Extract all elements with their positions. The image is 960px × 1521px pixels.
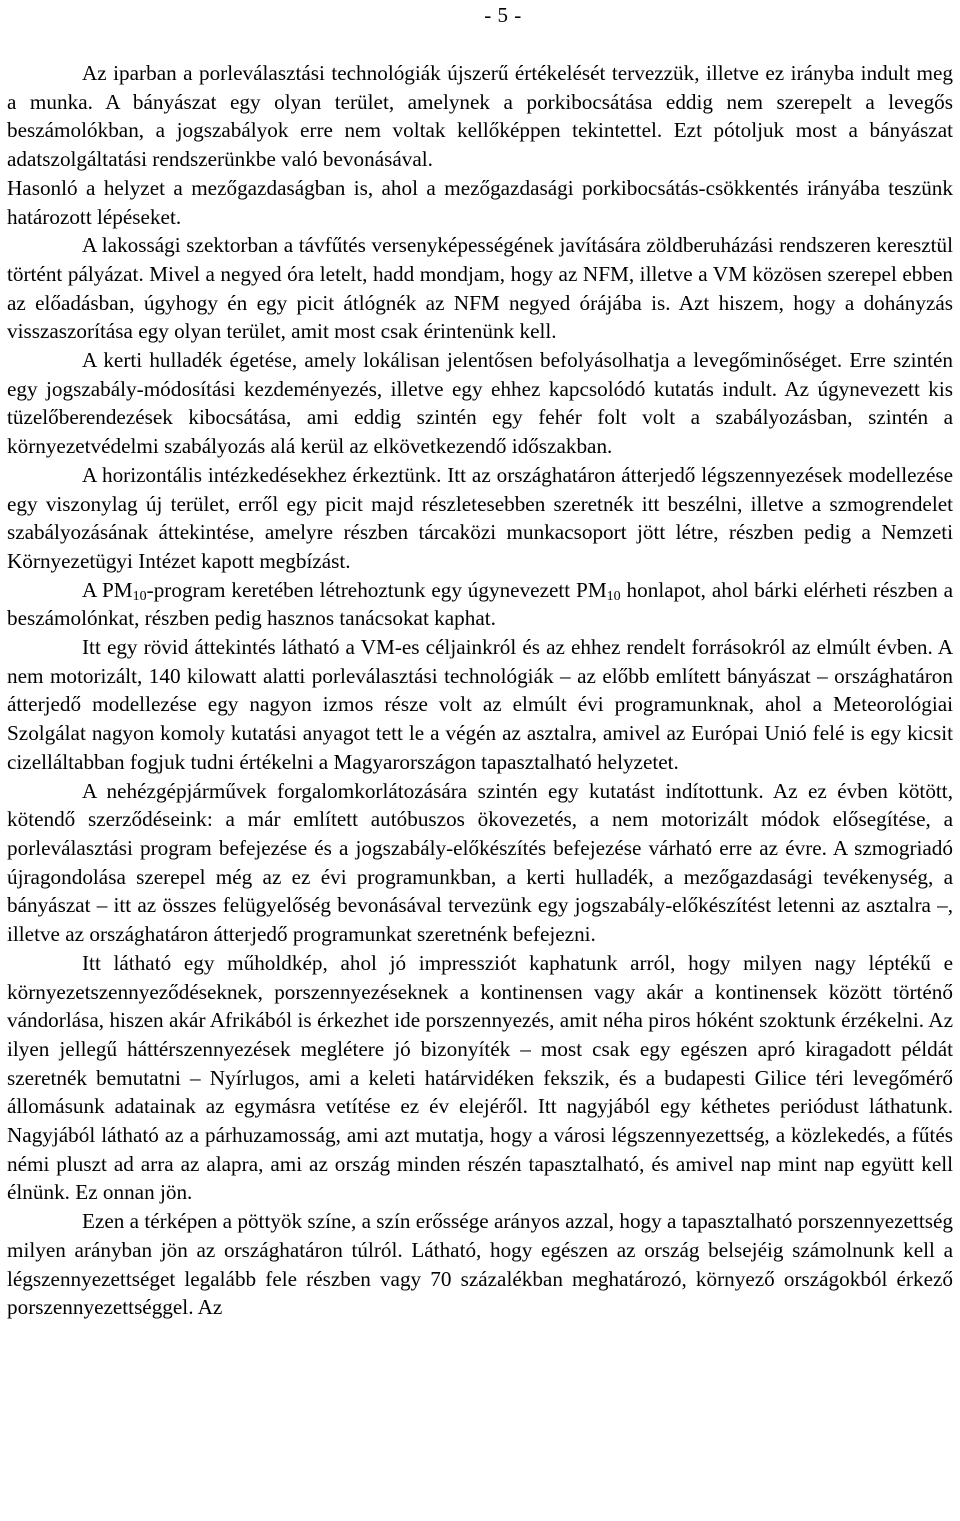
- paragraph-residential-sector: A lakossági szektorban a távfűtés versenyképességének javítására zöldberuházási rendszeren keresztül történt pályázat. Mivel a negyed óra letelt, hadd mondjam, hogy az NFM, illetve a VM közösen szerepel ebben az előadásban, úgyhogy én egy picit átlógnék az NFM negyed órájába is. Azt hiszem, hogy a dohányzás visszaszorítása egy olyan terület, amit most csak érintenünk kell.: [7, 233, 953, 344]
- pm10-text-a: A PM: [82, 577, 133, 602]
- paragraph-pm10-program: [7, 576, 953, 633]
- paragraph-horizontal-measures: A horizontális intézkedésekhez érkeztünk. Itt az országhatáron átterjedő légszennyezések modellezése egy viszonylag új terület, erről egy picit majd részletesebben szeretnék itt beszélni, illetve a szmogrendelet szabályozásának áttekintése, amelyre részben tárcaközi munkacsoport jött létre, részben pedig a Nemzeti Környezetügyi Intézet kapott megbízást.: [7, 462, 953, 573]
- document-body: [7, 59, 953, 1322]
- paragraph-garden-waste: A kerti hulladék égetése, amely lokálisan jelentősen befolyásolhatja a levegőminőséget. Erre szintén egy jogszabály-módosítási kezdeményezés, illetve egy ehhez kapcsolódó kutatás indult. Az úgynevezett kis tüzelőberendezések kibocsátása, ami eddig szintén egy fehér folt volt a szabályozásban, szintén a környezetvédelmi szabályozás alá kerül az elkövetkezendő időszakban.: [7, 348, 953, 459]
- page-number: - 5 -: [484, 3, 522, 27]
- pm10-text-c: honlapot, ahol bárki elérheti részben a beszámolónkat, részben pedig hasznos tanácsokat kaphat.: [7, 577, 953, 631]
- paragraph-heavy-vehicles: A nehézgépjárművek forgalomkorlátozására szintén egy kutatást indítottunk. Az ez évben kötött, kötendő szerződéseink: a már említett autóbuszos ökovezetés, a nem motorizált módok elősegítése, a porleválasztási program befejezése és a jogszabály-előkészítés befejezése várható erre az évre. A szmogriadó újragondolása szerepel még az ez évi programunkban, a kerti hulladék, a mezőgazdasági tevékenység, a bányászat – itt az összes felügyelőség bevonásával tervezünk egy jogszabály-előkészítést letenni az asztalra –, illetve az országhatáron átterjedő programunkat szeretnénk befejezni.: [7, 778, 953, 947]
- paragraph-industry-mining: Az iparban a porleválasztási technológiák újszerű értékelését tervezzük, illetve ez irányba indult meg a munka. A bányászat egy olyan terület, amelynek a porkibocsátása eddig nem szerepelt a levegős beszámolókban, a jogszabályok erre nem voltak kellőképpen tekintettel. Ezt pótoljuk most a bányászat adatszolgáltatási rendszerünkbe való bevonásával.: [7, 61, 953, 172]
- paragraph-vm-goals: Itt egy rövid áttekintés látható a VM-es céljainkról és az ehhez rendelt forrásokról az elmúlt évben. A nem motorizált, 140 kilowatt alatti porleválasztási technológiák – az előbb említett bányászat – országhatáron átterjedő modellezése egy nagyon izmos része volt az elmúlt évi programunknak, ahol a Meteorológiai Szolgálat nagyon komoly kutatási anyagot tett le a végén az asztalra, amivel az Európai Unió felé is egy kicsit cizelláltabban fogjuk tudni értékelni a Magyarországon tapasztalható helyzetet.: [7, 635, 953, 774]
- pm10-subscript-2: 10: [606, 588, 621, 604]
- paragraph-map-dots: Ezen a térképen a pöttyök színe, a szín erőssége arányos azzal, hogy a tapasztalható porszennyezettség milyen arányban jön az országhatáron túlról. Látható, hogy egészen az ország belsejéig számolnunk kell a légszennyezettséget legalább fele részben vagy 70 százalékban meghatározó, környező országokból érkező porszennyezettséggel. Az: [7, 1209, 953, 1320]
- pm10-text-b: -program keretében létrehoztunk egy úgynevezett PM: [146, 577, 607, 602]
- pm10-subscript-1: 10: [132, 588, 147, 604]
- paragraph-agriculture: Hasonló a helyzet a mezőgazdaságban is, ahol a mezőgazdasági porkibocsátás-csökkentés irányába teszünk határozott lépéseket.: [7, 175, 953, 229]
- paragraph-satellite-image: Itt látható egy műholdkép, ahol jó impressziót kaphatunk arról, hogy milyen nagy léptékű e környezetszennyeződéseknek, porszennyezéseknek a kontinensen vagy akár a kontinensek között történő vándorlása, hiszen akár Afrikából is érkezhet ide porszennyezés, amit néha piros hóként szoktunk érzékelni. Az ilyen jellegű háttérszennyezések meglétere jó bizonyíték – most csak egy egészen apró kiragadott példát szeretnék bemutatni – Nyírlugos, ami a keleti határvidéken fekszik, és a budapesti Gilice téri levegőmérő állomásunk adatainak az egymásra vetítése ez év elejéről. Itt nagyjából egy kéthetes periódust láthatunk. Nagyjából látható az a párhuzamosság, ami azt mutatja, hogy a városi légszennyezettség, a közlekedés, a fűtés némi pluszt ad arra az alapra, ami az ország minden részén tapasztalható, és amivel nap mint nap együtt kell élnünk. Ez onnan jön.: [7, 950, 953, 1205]
